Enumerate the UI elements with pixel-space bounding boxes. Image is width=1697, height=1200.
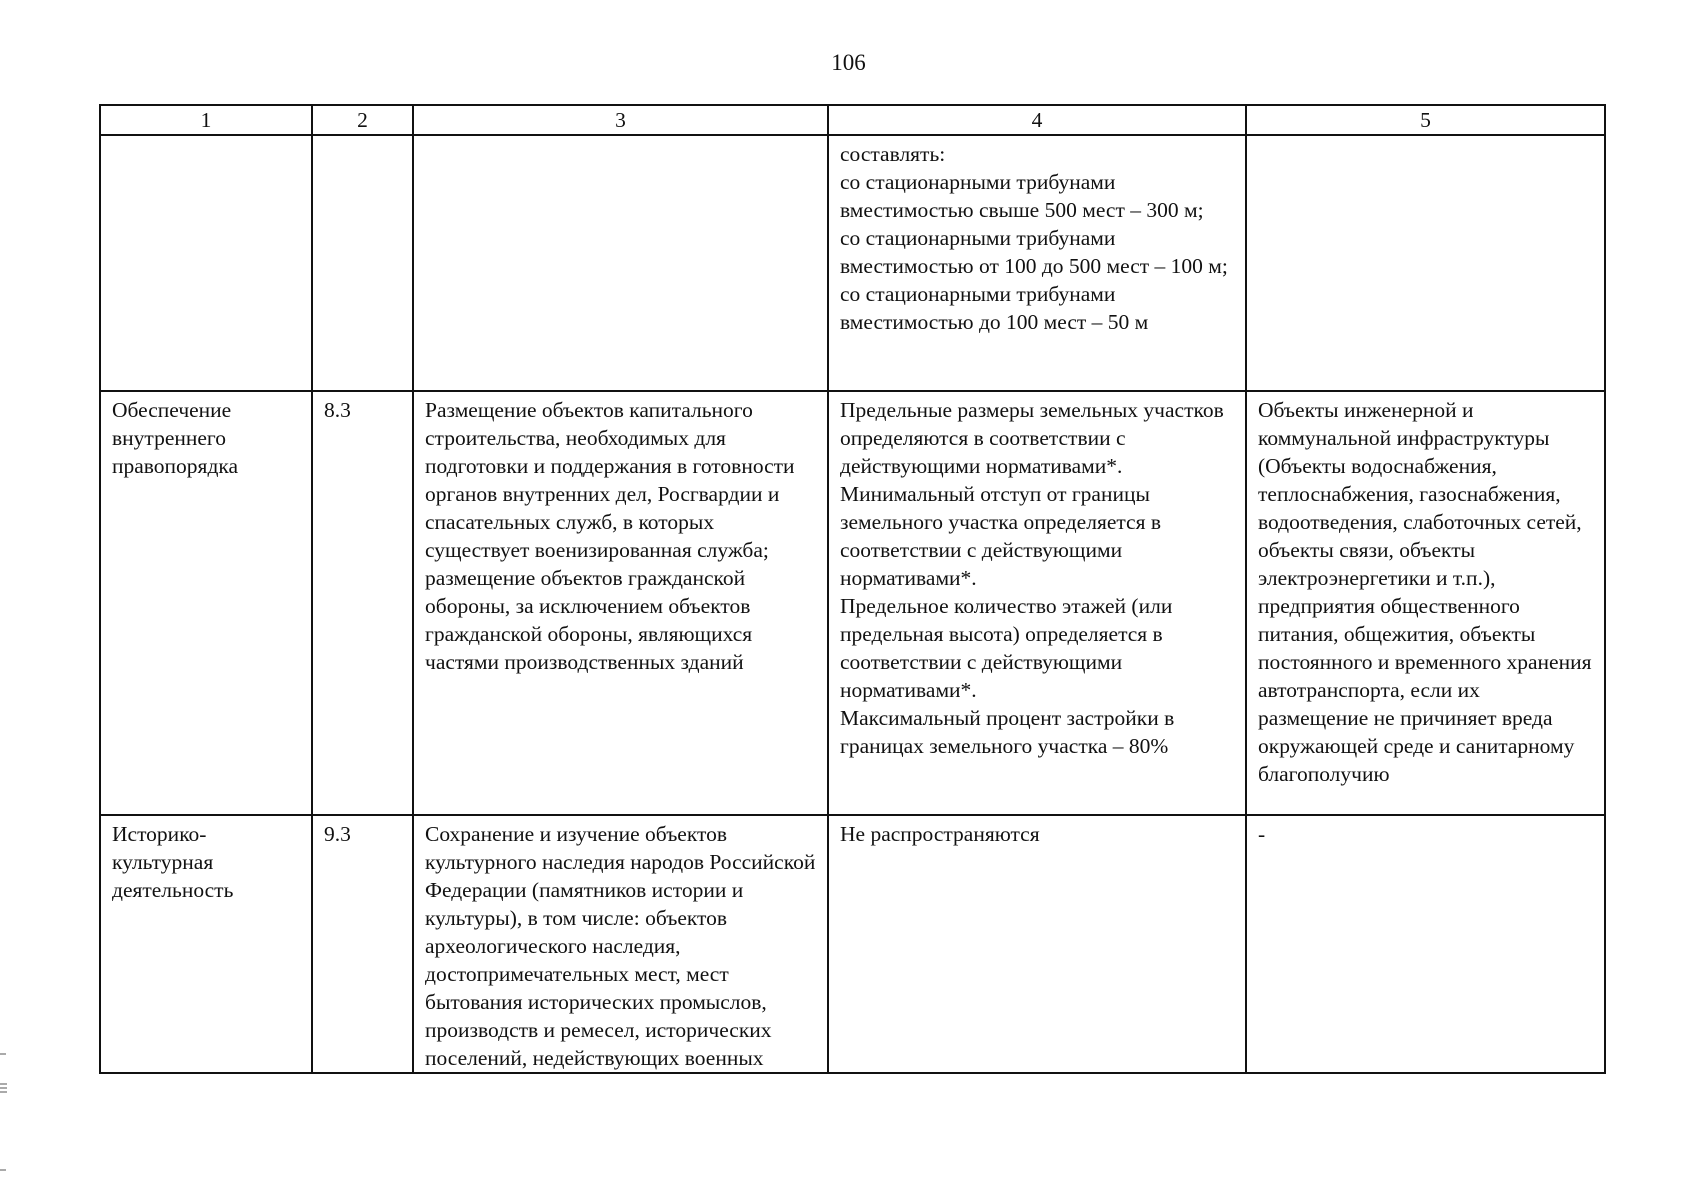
use-name: Историко-культурная деятельность	[112, 822, 234, 902]
use-description: Размещение объектов капитального строительства, необходимых для подготовки и поддержания в готовности органов внутренних дел, Росгвардии и спасательных служб, в которых существует военизированная служба; размещение объектов гражданской обороны, за исключением объектов гражданской обороны, являющихся частями производственных зданий	[425, 398, 795, 674]
table-header-row	[100, 105, 1605, 135]
parameters-text: составлять: со стационарными трибунами вместимостью свыше 500 мест – 300 м; со стационарными трибунами вместимостью от 100 до 500 мест – 100 м; со стационарными трибунами вместимостью до 100 мест – 50 м	[840, 142, 1228, 334]
table-cell-description	[413, 391, 828, 815]
zoning-table	[99, 104, 1606, 1074]
use-auxiliary: -	[1258, 822, 1266, 846]
table-row-continuation	[100, 135, 1605, 391]
table-cell-auxiliary	[1246, 391, 1605, 815]
table-cell-name	[100, 815, 312, 1073]
table-cell-parameters	[828, 135, 1246, 391]
table-cell	[413, 135, 828, 391]
table-row	[100, 391, 1605, 815]
page-number: 106	[831, 50, 866, 75]
use-description: Сохранение и изучение объектов культурного наследия народов Российской Федерации (памятников истории и культуры), в том числе: объектов археологического наследия, достопримечательных мест, мест бытования исторических промыслов, производств и ремесел, исторических поселений, недействующих военных	[425, 822, 816, 1070]
table-row	[100, 815, 1605, 1073]
column-header-4: 4	[828, 105, 1246, 135]
table-cell-auxiliary	[1246, 815, 1605, 1073]
use-auxiliary: Объекты инженерной и коммунальной инфраструктуры (Объекты водоснабжения, теплоснабжения, газоснабжения, водоотведения, слаботочных сетей, объекты связи, объекты электроэнергетики и т.п.), предприятия общественного питания, общежития, объекты постоянного и временного хранения автотранспорта, если их размещение не причиняет вреда окружающей среде и санитарному благополучию	[1258, 398, 1592, 786]
scan-mark-icon	[0, 1050, 10, 1180]
table-cell-name	[100, 391, 312, 815]
table-cell-code	[312, 391, 413, 815]
table-cell-parameters	[828, 391, 1246, 815]
column-header-3: 3	[413, 105, 828, 135]
column-header-1: 1	[100, 105, 312, 135]
table-cell	[312, 135, 413, 391]
use-parameters: Не распространяются	[840, 822, 1040, 846]
table-cell	[100, 135, 312, 391]
scan-margin-marks	[0, 1050, 10, 1183]
table-cell	[1246, 135, 1605, 391]
column-header-2: 2	[312, 105, 413, 135]
use-name: Обеспечение внутреннего правопорядка	[112, 398, 239, 478]
table-cell-code	[312, 815, 413, 1073]
table-cell-parameters	[828, 815, 1246, 1073]
use-code: 8.3	[324, 398, 351, 422]
column-header-5: 5	[1246, 105, 1605, 135]
use-code: 9.3	[324, 822, 351, 846]
table-cell-description	[413, 815, 828, 1073]
use-parameters: Предельные размеры земельных участков определяются в соответствии с действующими нормативами*. Минимальный отступ от границы земельного участка определяется в соответствии с действующими нормативами*. Предельное количество этажей (или предельная высота) определяется в соответствии с действующими нормативами*. Максимальный процент застройки в границах земельного участка – 80%	[840, 398, 1224, 758]
